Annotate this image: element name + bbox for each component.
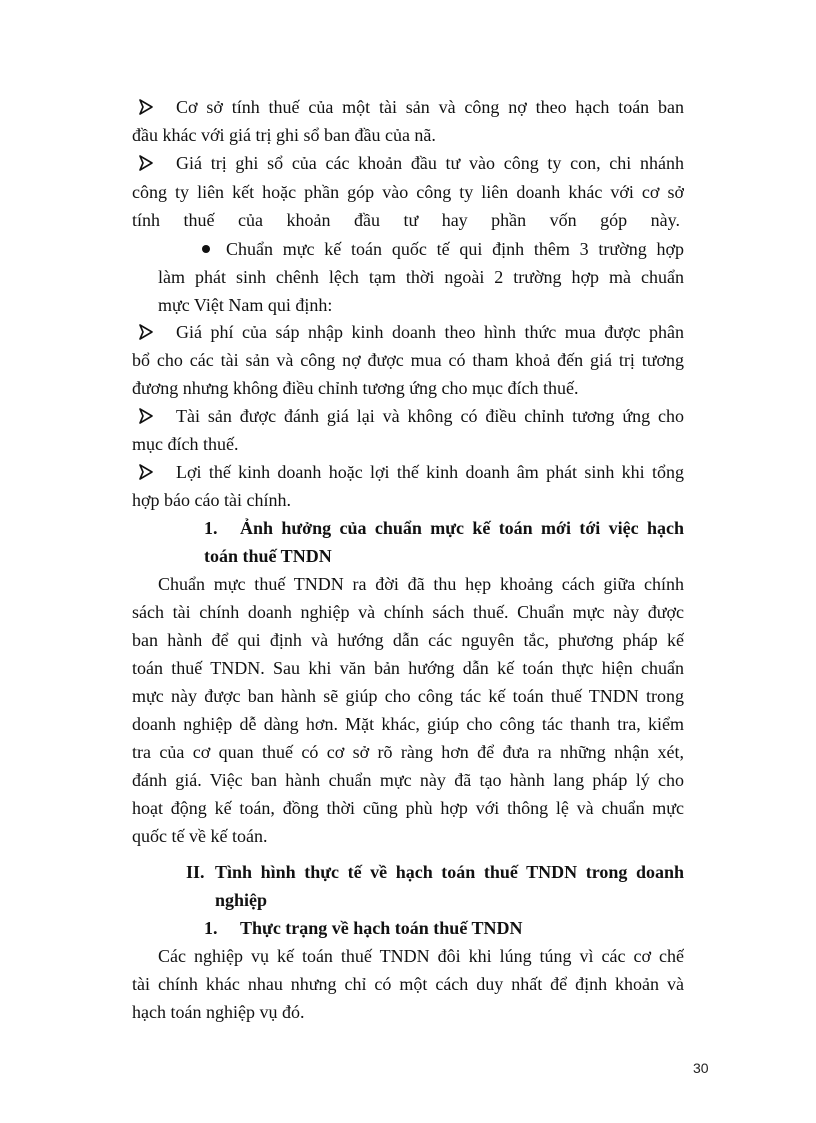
para-2-line-2: tài chính khác nhau nhưng chỉ có một cách duy nhất để định khoản và [132,974,684,994]
heading-2-number: II. [186,862,205,882]
bullet-3-line-2: bổ cho các tài sản và công nợ được mua có tham khoả đến giá trị tương [132,350,684,370]
arrow-bullet-icon [139,324,153,340]
para-1-line-8: đánh giá. Việc ban hành chuẩn mực này đã tạo hành lang pháp lý cho [132,770,684,790]
bullet-2-line-2: công ty liên kết hoặc phần góp vào công ty liên doanh khác với cơ sở [132,182,684,202]
heading-2-line-2: nghiệp [215,890,268,910]
bullet-3-line-3: đương nhưng không điều chỉnh tương ứng cho mục đích thuế. [132,378,579,398]
para-1-line-9: hoạt động kế toán, đồng thời cũng phù hợp với thông lệ và chuẩn mực [132,798,684,818]
heading-3-number: 1. [204,918,218,938]
bullet-2-line-3: tính thuế của khoản đầu tư hay phần vốn góp này. [132,210,680,230]
para-1-line-10: quốc tế về kế toán. [132,826,268,846]
bullet-2-line-1: Giá trị ghi sổ của các khoản đầu tư vào công ty con, chi nhánh [176,153,684,173]
para-2-line-1: Các nghiệp vụ kế toán thuế TNDN đôi khi lúng túng vì các cơ chế [158,946,684,966]
bullet-4-line-1: Tài sản được đánh giá lại và không có điều chỉnh tương ứng cho [176,406,684,426]
intl-note-line-1: Chuẩn mực kế toán quốc tế qui định thêm 3 trường hợp [226,239,684,259]
heading-1-line-1: Ảnh hưởng của chuẩn mực kế toán mới tới việc hạch [240,518,684,538]
page-number: 30 [693,1060,709,1076]
arrow-bullet-icon [139,99,153,115]
bullet-5-line-2: hợp báo cáo tài chính. [132,490,291,510]
heading-1-number: 1. [204,518,218,538]
heading-1-line-2: toán thuế TNDN [204,546,332,566]
para-1-line-3: ban hành để qui định và hướng dẫn các nguyên tắc, phương pháp kế [132,630,684,650]
para-1-line-5: mực này được ban hành sẽ giúp cho công tác kế toán thuế TNDN trong [132,686,684,706]
arrow-bullet-icon [139,408,153,424]
para-2-line-3: hạch toán nghiệp vụ đó. [132,1002,305,1022]
dot-bullet-icon [202,245,210,253]
para-1-line-4: toán thuế TNDN. Sau khi văn bản hướng dẫn kế toán thực hiện chuẩn [132,658,684,678]
intl-note-line-3: mực Việt Nam qui định: [158,295,333,315]
para-1-line-7: tra của cơ quan thuế có cơ sở rõ ràng hơn để đưa ra những nhận xét, [132,742,684,762]
para-1-line-1: Chuẩn mực thuế TNDN ra đời đã thu hẹp khoảng cách giữa chính [158,574,684,594]
bullet-5-line-1: Lợi thế kinh doanh hoặc lợi thế kinh doanh âm phát sinh khi tổng [176,462,684,482]
bullet-1-line-1: Cơ sở tính thuế của một tài sản và công nợ theo hạch toán ban [176,97,684,117]
bullet-1-line-2: đầu khác với giá trị ghi sổ ban đầu của nã. [132,125,436,145]
arrow-bullet-icon [139,155,153,171]
heading-2-line-1: Tình hình thực tế về hạch toán thuế TNDN trong doanh [215,862,684,882]
bullet-4-line-2: mục đích thuế. [132,434,239,454]
bullet-3-line-1: Giá phí của sáp nhập kinh doanh theo hình thức mua được phân [176,322,684,342]
heading-3-text: Thực trạng về hạch toán thuế TNDN [240,918,523,938]
para-1-line-6: doanh nghiệp dễ dàng hơn. Mặt khác, giúp cho công tác thanh tra, kiểm [132,714,684,734]
arrow-bullet-icon [139,464,153,480]
intl-note-line-2: làm phát sinh chênh lệch tạm thời ngoài 2 trường hợp mà chuẩn [158,267,684,287]
para-1-line-2: sách tài chính doanh nghiệp và chính sách thuế. Chuẩn mực này được [132,602,684,622]
